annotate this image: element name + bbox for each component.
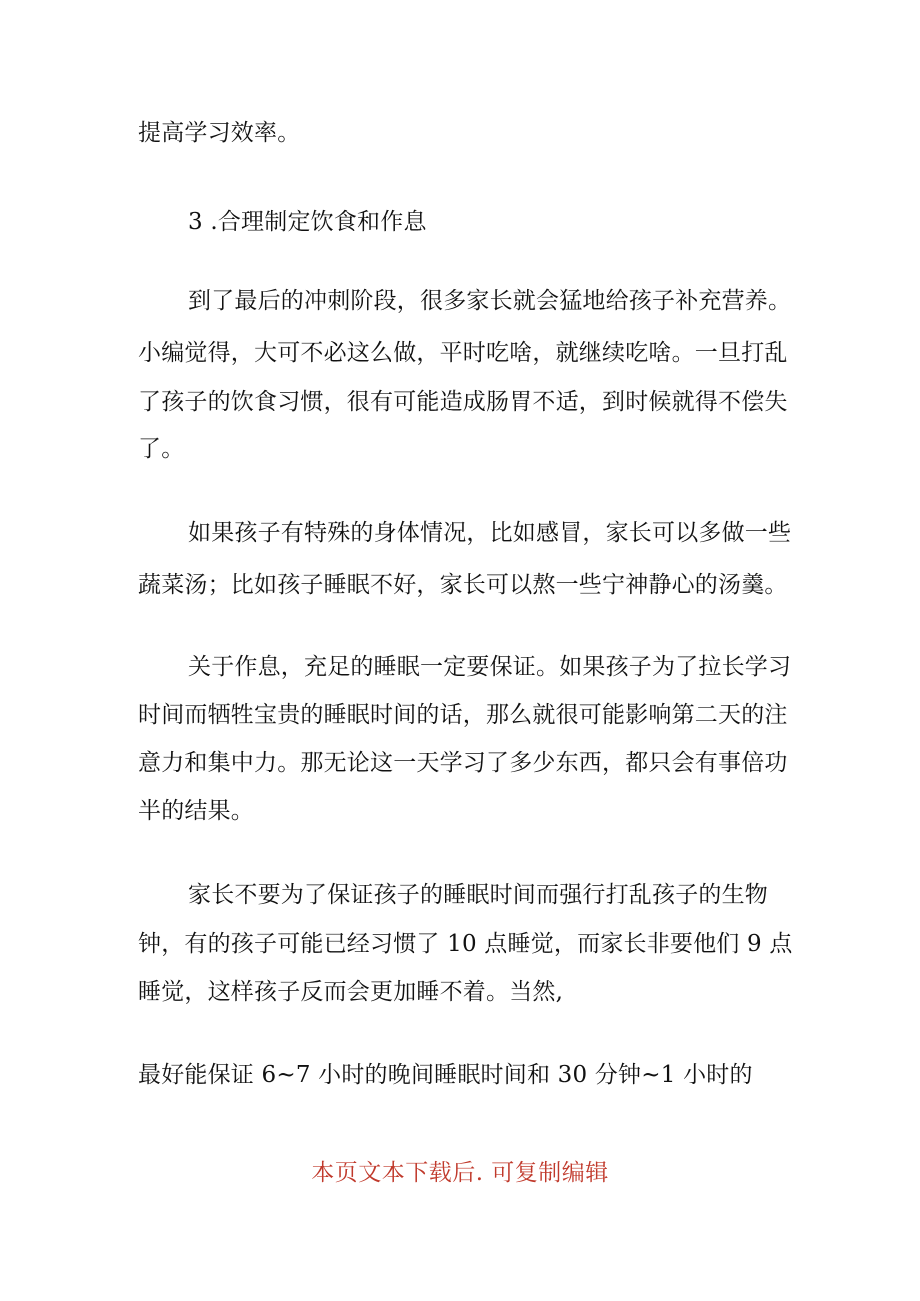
paragraph-line: 了孩子的饮食习惯，很有可能造成肠胃不适，到时候就得不偿失 xyxy=(138,389,788,415)
download-footer-note: 本页文本下载后. 可复制编辑 xyxy=(311,1160,609,1186)
paragraph-line: 到了最后的冲刺阶段，很多家长就会猛地给孩子补充营养。 xyxy=(188,288,792,314)
paragraph-line: 家长不要为了保证孩子的睡眠时间而强行打乱孩子的生物 xyxy=(188,882,768,908)
paragraph-line: 提高学习效率。 xyxy=(138,120,301,146)
paragraph-line: 了。 xyxy=(138,436,185,462)
paragraph-line: 小编觉得，大可不必这么做，平时吃啥，就继续吃啥。一旦打乱 xyxy=(138,340,788,366)
paragraph-line: 最好能保证 6~7 小时的晚间睡眠时间和 30 分钟~1 小时的 xyxy=(138,1062,753,1088)
section-heading: 3 .合理制定饮食和作息 xyxy=(188,209,427,235)
paragraph-line: 意力和集中力。那无论这一天学习了多少东西，都只会有事倍功 xyxy=(138,750,788,776)
paragraph-line: 关于作息，充足的睡眠一定要保证。如果孩子为了拉长学习 xyxy=(188,654,792,680)
paragraph-line: 如果孩子有特殊的身体情况，比如感冒，家长可以多做一些 xyxy=(188,520,792,546)
paragraph-line: 时间而牺牲宝贵的睡眠时间的话，那么就很可能影响第二天的注 xyxy=(138,702,788,728)
paragraph-line: 蔬菜汤；比如孩子睡眠不好，家长可以熬一些宁神静心的汤羹。 xyxy=(138,572,788,598)
paragraph-line: 钟，有的孩子可能已经习惯了 10 点睡觉，而家长非要他们 9 点 xyxy=(138,931,793,957)
paragraph-line: 半的结果。 xyxy=(138,798,254,824)
paragraph-line: 睡觉，这样孩子反而会更加睡不着。当然, xyxy=(138,979,564,1005)
